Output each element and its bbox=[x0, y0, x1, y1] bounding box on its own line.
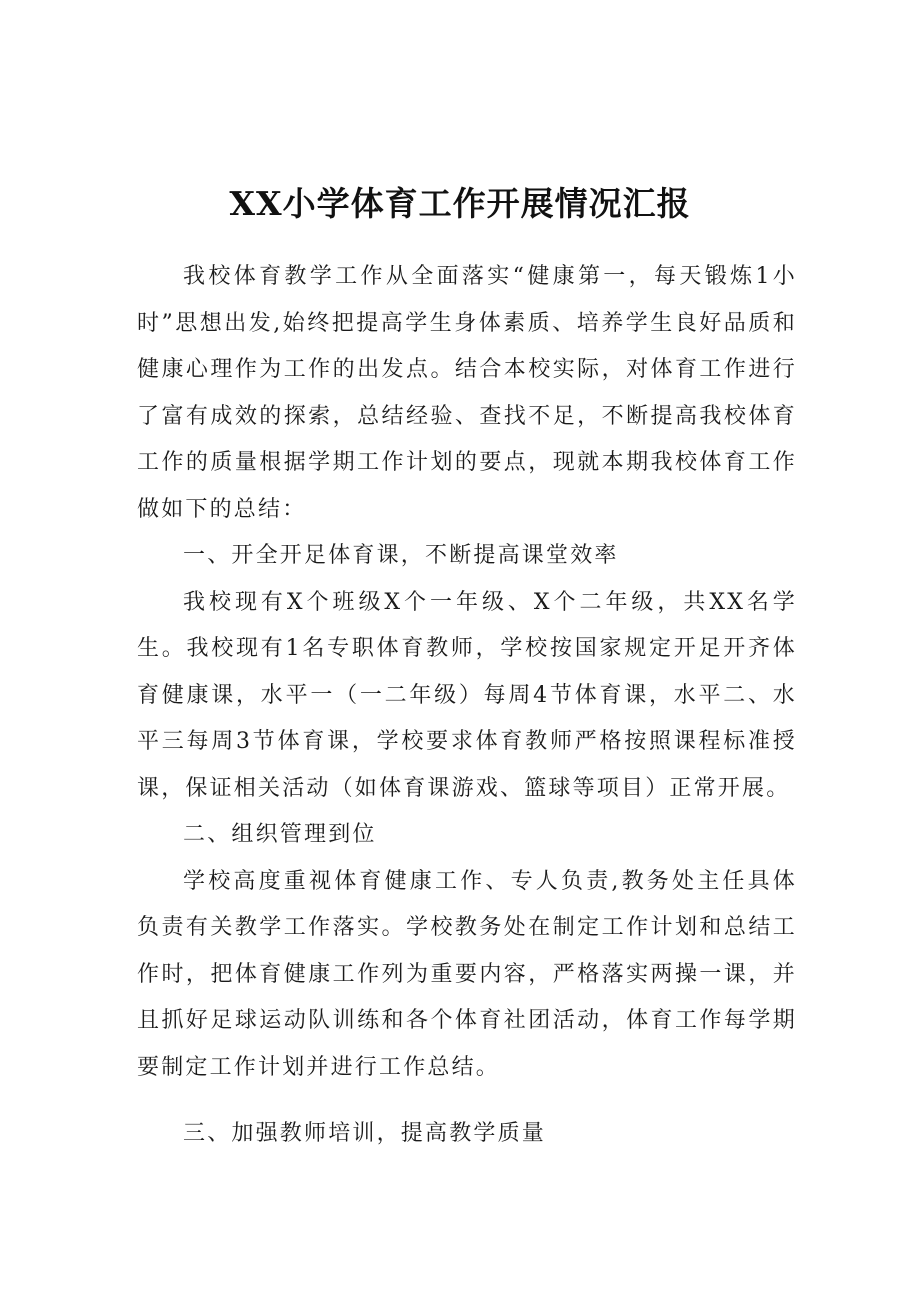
document-body bbox=[137, 254, 797, 1158]
section-heading-1: 一、开全开足体育课，不断提高课堂效率 bbox=[183, 543, 619, 568]
section-heading-2: 二、组织管理到位 bbox=[183, 822, 377, 847]
document-title: XX小学体育工作开展情况汇报 bbox=[229, 184, 691, 223]
section-1-paragraph: 我校现有X个班级X个一年级、X个二年级，共XX名学生。我校现有1名专职体育教师，学校按国家规定开足开齐体育健康课，水平一（一二年级）每周4节体育课，水平二、水平三每周3节体育课，学校要求体育教师严格按照课程标准授课，保证相关活动（如体育课游戏、篮球等项目）正常开展。 bbox=[137, 589, 797, 801]
intro-paragraph: 我校体育教学工作从全面落实“健康第一，每天锻炼1小时”思想出发,始终把提高学生身体素质、培养学生良好品质和健康心理作为工作的出发点。结合本校实际，对体育工作进行了富有成效的探索，总结经验、查找不足，不断提高我校体育工作的质量根据学期工作计划的要点，现就本期我校体育工作做如下的总结： bbox=[137, 264, 797, 522]
section-heading-3: 三、加强教师培训，提高教学质量 bbox=[183, 1121, 547, 1146]
section-2-paragraph: 学校高度重视体育健康工作、专人负责,教务处主任具体负责有关教学工作落实。学校教务处在制定工作计划和总结工作时，把体育健康工作列为重要内容，严格落实两操一课，并且抓好足球运动队训练和各个体育社团活动，体育工作每学期要制定工作计划并进行工作总结。 bbox=[137, 868, 797, 1080]
